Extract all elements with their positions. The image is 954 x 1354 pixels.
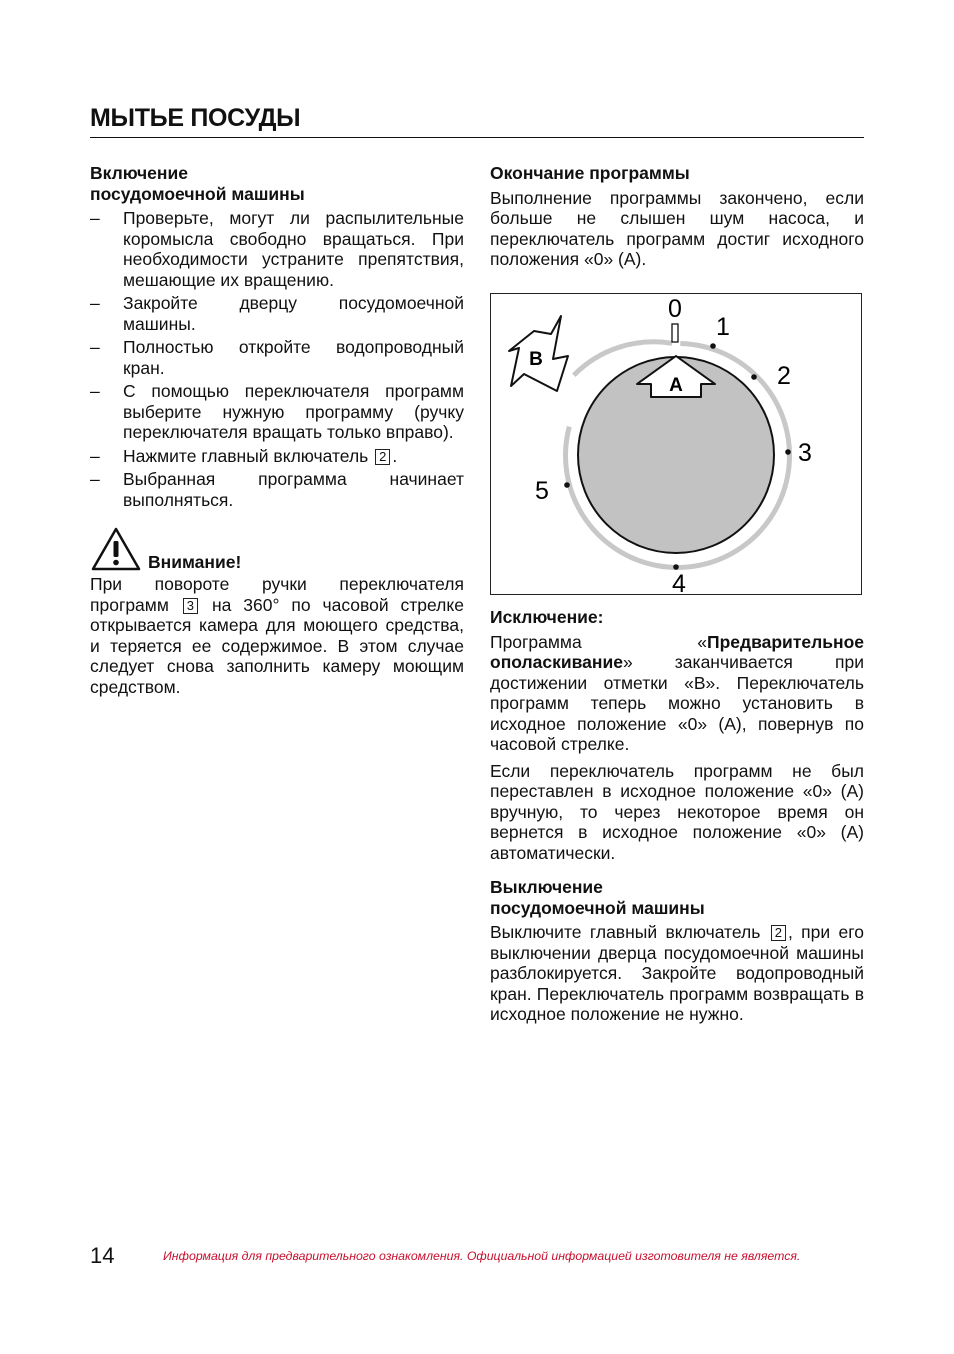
left-column <box>90 163 464 703</box>
dial-label-2: 2 <box>777 362 791 390</box>
list-item: – С помощью переключателя программ выберите нужную программу (ручку переключателя вращать только вправо). <box>90 381 464 442</box>
dial-label-5: 5 <box>535 477 549 505</box>
program-dial-diagram <box>491 294 861 594</box>
list-item: – Проверьте, могут ли распылительные коромысла свободно вращаться. При необходимости устраните препятствия, мешающие их вращению. <box>90 208 464 290</box>
steps-list <box>90 208 464 510</box>
marker-b: B <box>529 349 543 370</box>
warning-label: Внимание! <box>148 551 242 572</box>
zero-tick <box>672 324 678 342</box>
switch-off-heading: Выключение посудомоечной машины <box>490 877 705 918</box>
page-title: МЫТЬЕ ПОСУДЫ <box>90 104 864 138</box>
dial-dot <box>785 449 791 455</box>
dial-label-3: 3 <box>798 439 812 467</box>
page-number: 14 <box>90 1243 115 1268</box>
exception-heading: Исключение: <box>490 607 604 627</box>
list-item: – Закройте дверцу посудомоечной машины. <box>90 293 464 334</box>
list-item: – Выбранная программа начинает выполняться. <box>90 469 464 510</box>
ref-number: 2 <box>771 925 786 941</box>
disclaimer-note: Информация для предварительного ознакомления. Официальной информацией изготовителя не является. <box>163 1249 801 1263</box>
exception-text-2: Если переключатель программ не был переставлен в исходное положение «0» (A) вручную, то через некоторое время он вернется в исходное положение «0» (A) автоматически. <box>490 760 864 863</box>
switch-on-heading: Включение посудомоечной машины <box>90 163 305 204</box>
dial-dot <box>710 343 716 349</box>
list-item: – Нажмите главный включатель 2 . <box>90 445 398 466</box>
list-item: – Полностью откройте водопроводный кран. <box>90 337 464 378</box>
right-column-lower <box>490 607 864 1031</box>
exception-text: Программа «Предварительное ополаскивание» заканчивается при достижении отметки «B». Переключатель программ теперь можно установить в исходное положение «0» (A), повернув по часовой стрелке. <box>490 631 864 754</box>
warning-icon <box>90 526 142 572</box>
end-program-text: Выполнение программы закончено, если больше не слышен шум насоса, и переключатель программ достиг исходного положения «0» (A). <box>490 187 864 269</box>
marker-a: A <box>669 375 683 396</box>
end-program-heading: Окончание программы <box>490 163 690 183</box>
dial-label-1: 1 <box>716 313 730 341</box>
program-dial-figure <box>490 293 862 595</box>
warning-text: При повороте ручки переключателя программ 3 на 360° по часовой стрелке открывается камера для моющего средства, и теряется ее содержимое. В этом случае следует снова заполнить камеру моющим средством. <box>90 574 464 697</box>
warning-header <box>90 526 464 572</box>
dial-dot <box>564 482 570 488</box>
dial-label-0: 0 <box>668 295 682 323</box>
dial-dot <box>673 564 679 570</box>
right-column <box>490 163 864 276</box>
ref-number: 3 <box>183 598 198 614</box>
dial-dot <box>751 374 757 380</box>
dial-label-4: 4 <box>672 570 686 594</box>
ref-number: 2 <box>375 449 390 465</box>
switch-off-text: Выключите главный включатель 2 , при его выключении дверца посудомоечной машины разблокируется. Закройте водопроводный кран. Переключатель программ возвращать в исходное положение не нужно. <box>490 922 864 1024</box>
